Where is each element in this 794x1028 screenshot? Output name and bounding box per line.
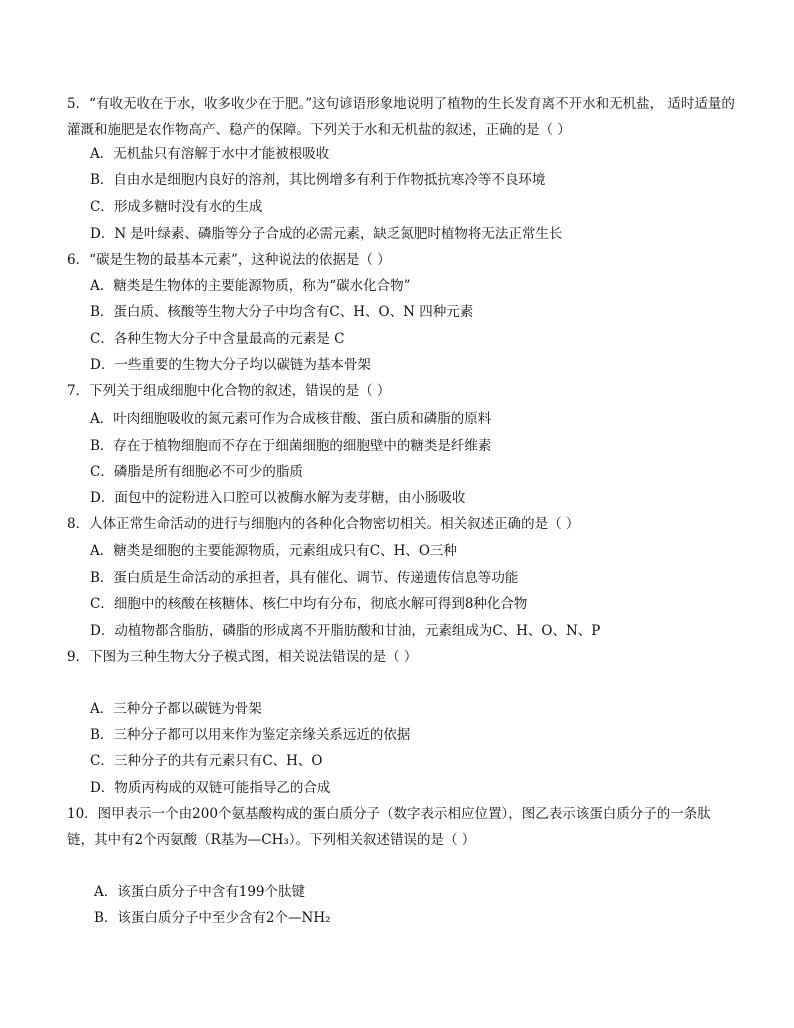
question-7-stem: 7．下列关于组成细胞中化合物的叙述，错误的是（ ） xyxy=(67,383,391,399)
question-9-option-a: A．三种分子都以碳链为骨架 xyxy=(90,701,262,717)
question-6-option-b: B．蛋白质、核酸等生物大分子中均含有C、H、O、N 四种元素 xyxy=(90,304,474,320)
question-5-option-c: C．形成多糖时没有水的生成 xyxy=(90,199,263,215)
question-7-option-c: C．磷脂是所有细胞必不可少的脂质 xyxy=(90,464,303,480)
question-6-stem: 6．“碳是生物的最基本元素”，这种说法的依据是（ ） xyxy=(67,252,391,268)
question-9-option-d: D．物质丙构成的双链可能指导乙的合成 xyxy=(90,780,331,796)
question-5-option-b: B．自由水是细胞内良好的溶剂，其比例增多有利于作物抵抗寒冷等不良环境 xyxy=(90,172,546,188)
question-9-option-c: C．三种分子的共有元素只有C、H、O xyxy=(90,753,323,769)
question-8-option-d: D．动植物都含脂肪，磷脂的形成离不开脂肪酸和甘油，元素组成为C、H、O、N、P xyxy=(90,623,601,639)
question-10-option-a: A．该蛋白质分子中含有199个肽键 xyxy=(94,884,306,900)
question-5-option-a: A．无机盐只有溶解于水中才能被根吸收 xyxy=(90,146,330,162)
question-5-option-d: D．N 是叶绿素、磷脂等分子合成的必需元素，缺乏氮肥时植物将无法正常生长 xyxy=(90,226,563,242)
question-7-option-a: A．叶肉细胞吸收的氮元素可作为合成核苷酸、蛋白质和磷脂的原料 xyxy=(90,411,492,427)
question-5-stem: 5．“有收无收在于水，收多收少在于肥。”这句谚语形象地说明了植物的生长发育离不开水和无机盐， 适时适量的灌溉和施肥是农作物高产、稳产的保障。下列关于水和无机盐的叙述，正确的是（ ） xyxy=(67,96,735,138)
question-9-stem: 9．下图为三种生物大分子模式图，相关说法错误的是（ ） xyxy=(67,649,418,665)
question-9-option-b: B．三种分子都可以用来作为鉴定亲缘关系远近的依据 xyxy=(90,727,411,743)
question-6-option-c: C．各种生物大分子中含量最高的元素是 C xyxy=(90,331,345,347)
question-8-option-b: B．蛋白质是生命活动的承担者，具有催化、调节、传递遗传信息等功能 xyxy=(90,570,519,586)
question-7-option-b: B．存在于植物细胞而不存在于细菌细胞的细胞壁中的糖类是纤维素 xyxy=(90,438,492,454)
question-8-stem: 8．人体正常生命活动的进行与细胞内的各种化合物密切相关。相关叙述正确的是（ ） xyxy=(67,516,580,532)
question-6-option-a: A．糖类是生物体的主要能源物质，称为“碳水化合物” xyxy=(90,278,411,294)
question-8-option-c: C．细胞中的核酸在核糖体、核仁中均有分布，彻底水解可得到8种化合物 xyxy=(90,596,528,612)
question-7-option-d: D．面包中的淀粉进入口腔可以被酶水解为麦芽糖，由小肠吸收 xyxy=(90,490,466,506)
question-10-option-b: B．该蛋白质分子中至少含有2个—NH₂ xyxy=(94,910,331,926)
question-10-stem: 10．图甲表示一个由200个氨基酸构成的蛋白质分子（数字表示相应位置），图乙表示该蛋白质分子的一条肽链，其中有2个丙氨酸（R基为—CH₃）。下列相关叙述错误的是（ ） xyxy=(67,806,711,848)
question-6-option-d: D．一些重要的生物大分子均以碳链为基本骨架 xyxy=(90,357,371,373)
question-8-option-a: A．糖类是细胞的主要能源物质，元素组成只有C、H、O三种 xyxy=(90,543,457,559)
